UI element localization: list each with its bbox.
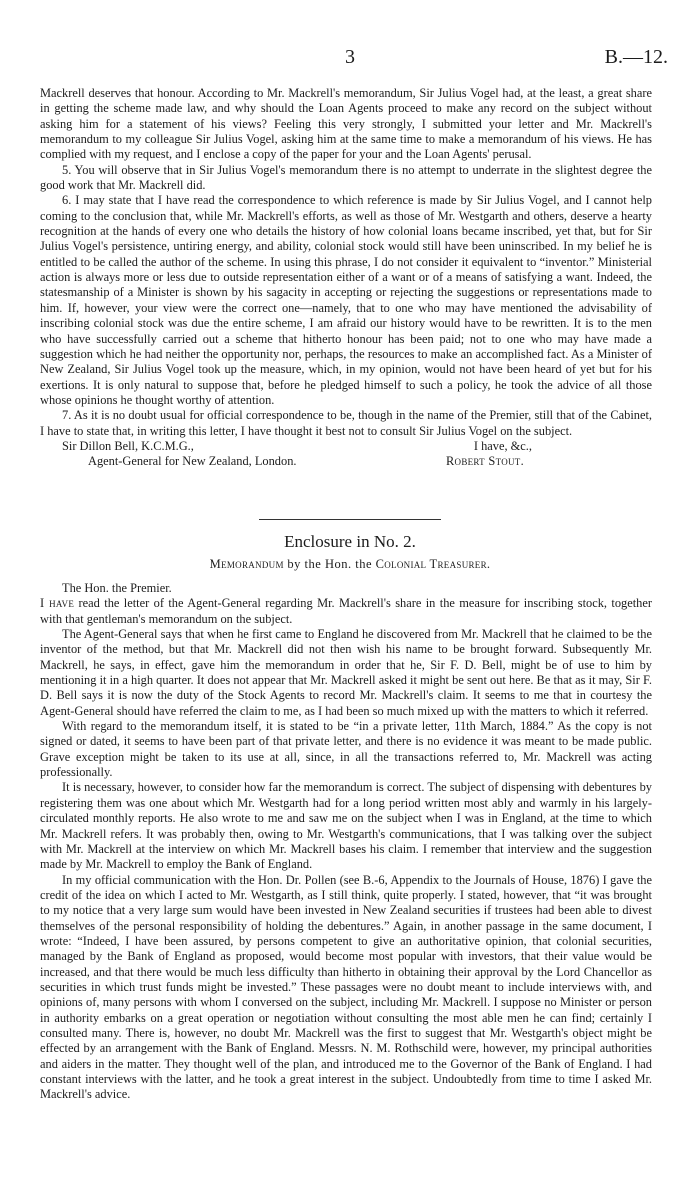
letter-paragraph-7: 7. As it is no doubt usual for official correspondence to be, though in the name of the Premier, still that of the Cabinet, I have to state that, in writing this letter, I have thought it best not to consult Sir Julius Vogel on the subject. (40, 408, 652, 438)
page-number: 3 (345, 46, 355, 68)
memorandum-paragraph-5: In my official communication with the Hon. Dr. Pollen (see B.-6, Appendix to the Journals of House, 1876) I gave the credit of the idea on which I acted to Mr. Westgarth, as I still think, quite properly. I stated, however, that “it was brought to my notice that a very large sum would have been invested in New Zealand securities if trustees had been able to divest themselves of the personal responsibility of holding the debentures.” Again, in another passage in the same document, I wrote: “Indeed, I have been assured, by persons competent to give an authoritative opinion, that colonial securities, managed by the Bank of England as proposed, would become most popular with investors, that their value would be increased, and that there would be much less difficulty than hitherto in obtaining their approval by the Lord Chancellor as securities in which trust funds might be invested.” These passages were no doubt meant to include interviews with, and opinions of, many persons with whom I conversed on the subject, including Mr. Mackrell. I suppose no Minister or person in authority embarks on a great operation or negotiation without consulting the most able men he can find; certainly I consulted many. There is, however, no doubt Mr. Mackrell was the first to suggest that Mr. Westgarth's object might be effected by an arrangement with the Bank of England. Messrs. N. M. Rothschild were, however, my principal authorities and aiders in the matter. They thought well of the plan, and introduced me to the Governor of the Bank of England. I had constant interviews with the latter, and he took a great interest in the subject. Undoubtedly from time to time I asked Mr. Mackrell's advice. (40, 872, 652, 1102)
section-divider (259, 519, 441, 520)
subtitle-by: by the Hon. the (283, 557, 376, 571)
subtitle-memorandum: Memorandum (209, 557, 284, 571)
memorandum-paragraph-2: The Agent-General says that when he first came to England he discovered from Mr. Mackrell that he claimed to be the inventor of the method, but that Mr. Mackrell did not then wish his name to be brought forward. Subsequently Mr. Mackrell, he says, in effect, gave him the memorandum in order that he, Sir F. D. Bell, might be of use to him by mentioning it in a high quarter. It does not appear that Mr. Mackrell asked it might be sent out here. Be that as it may, Sir F. D. Bell says it is now the duty of the Stock Agents to record Mr. Mackrell's claim. It seems to me that in courtesy the Agent-General should have referred the claim to me, as I had been so much mixed up with the matters to which it referred. (40, 627, 652, 718)
addressee: Sir Dillon Bell, K.C.M.G., (62, 438, 194, 453)
subtitle-treasurer: Colonial Treasurer. (375, 557, 491, 571)
closing: I have, &c., (473, 438, 532, 453)
memorandum-paragraph-1 (40, 596, 652, 627)
letter-paragraph-6: 6. I may state that I have read the correspondence to which reference is made by Sir Julius Vogel, and I cannot help coming to the conclusion that, while Mr. Mackrell's efforts, as well as those of Mr. Westgarth and others, deserve a hearty recognition at the hands of every one who details the history of how colonial loans became inscribed, yet that, but for Sir Julius Vogel's persistence, untiring energy, and ability, colonial stock would still have been uninscribed. In my belief he is entitled to be called the author of the scheme. In using this phrase, I do not consider it equivalent to “inventor.” Ministerial action is always more or less due to outside representation either of a want or of a means of satisfying a want. Indeed, the statesmanship of a Minister is shown by his sagacity in accepting or rejecting the suggestions or representations made to him. If, however, your view were the correct one—namely, that to one who may have mentioned the advisability of inscribing colonial stock was due the entire scheme, I am afraid our history would have to be rewritten. It is to the men who have successfully carried out a scheme that hitherto honour has been paid; not to one who may have made a suggestion which he had neither the opportunity nor, perhaps, the resources to make an accomplished fact. As a Minister of New Zealand, Sir Julius Vogel took up the measure, which, in my opinion, would not have been heard of yet but for his exertions. It is only natural to suppose that, before he pledged himself to such a policy, he took the advice of all those whose opinions he thought worthy of attention. (40, 193, 652, 407)
memorandum-paragraph-4: It is necessary, however, to consider how far the memorandum is correct. The subject of dispensing with debentures by registering them was one about which Mr. Westgarth had for a long period written most ably and warmly in his largely-circulated monthly reports. He also wrote to me and saw me on the subject when I was in England, at the time to which Mr. Mackrell refers. It was probably then, owing to Mr. Westgarth's communications, that I was talking over the subject with Mr. Mackrell at the interview on which Mr. Mackrell bases his claim. I remember that interview and the suggestion made by Mr. Mackrell to employ the Bank of England. (40, 780, 652, 872)
signoff-row-2 (40, 454, 652, 469)
memorandum-paragraph-3: With regard to the memorandum itself, it is stated to be “in a private letter, 11th March, 1884.” As the copy is not signed or dated, it seems to have been part of that private letter, and there is no evidence it was meant to be made public. Grave exception might be taken to its use at all, since, in all the transactions referred to, Mr. Mackrell was acting professionally. (40, 719, 652, 780)
enclosure-subtitle (0, 557, 700, 572)
letter-body (40, 86, 652, 470)
signoff-row-1 (40, 439, 652, 454)
signature: Robert Stout. (445, 454, 524, 469)
memorandum-body (40, 581, 652, 1103)
letter-paragraph-continued: Mackrell deserves that honour. According to Mr. Mackrell's memorandum, Sir Julius Vogel had, at the least, a great share in getting the scheme made law, and why should the Loan Agents proceed to make any record on the subject without asking him for a statement of his views? Feeling this very strongly, I submitted your letter and Mr. Mackrell's memorandum to my colleague Sir Julius Vogel, asking him at the same time to make a memorandum of his views. He has complied with my request, and I enclose a copy of the paper for your and the Loan Agents' perusal. (40, 86, 652, 162)
lead-words: I have (40, 596, 75, 611)
memorandum-paragraph-1-text: read the letter of the Agent-General regarding Mr. Mackrell's share in the measure for inscribing stock, together with that gentleman's memorandum on the subject. (40, 596, 652, 626)
document-code: B.—12. (604, 46, 668, 68)
memorandum-addressee: The Hon. the Premier. (62, 581, 172, 595)
letter-paragraph-5: 5. You will observe that in Sir Julius Vogel's memorandum there is no attempt to underrate in the slightest degree the good work that Mr. Mackrell did. (40, 162, 652, 193)
addressee-title: Agent-General for New Zealand, London. (88, 454, 297, 469)
enclosure-title: Enclosure in No. 2. (284, 532, 416, 551)
